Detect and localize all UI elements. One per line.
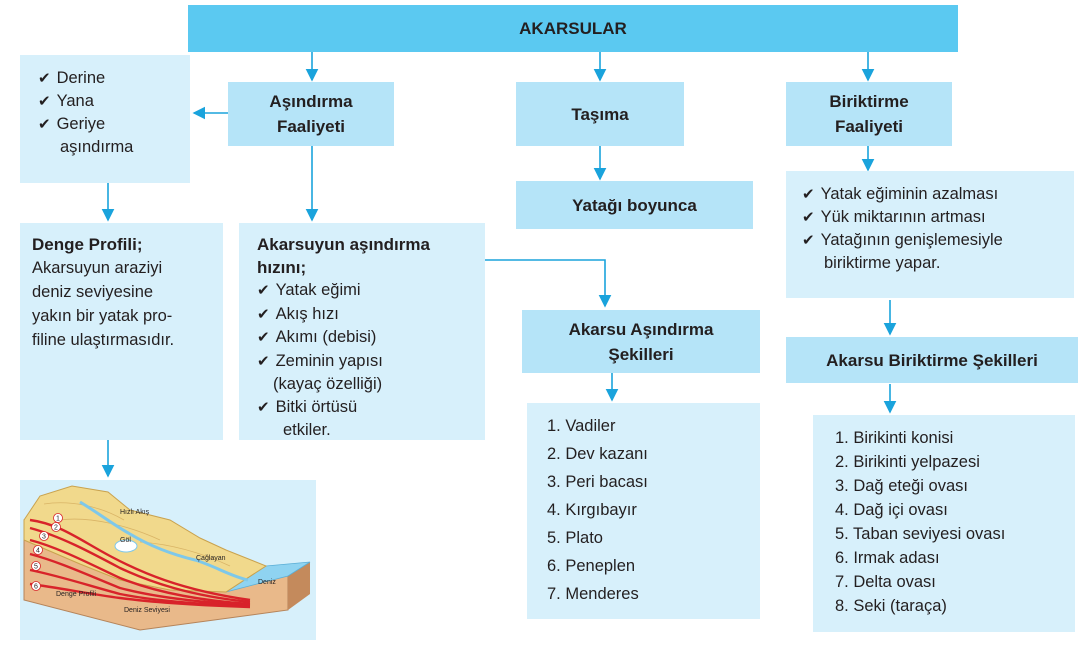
denge-line: yakın bir yatak pro- [32,307,173,325]
label-gol: Göl [120,537,131,544]
factor-item: ✔ Akış hızı [257,303,485,327]
denge-line: filine ulaştırmasıdır. [32,331,175,349]
list-item: 7. Delta ovası [835,573,936,591]
biriktirme-sekilleri-list [813,415,1075,632]
condition-item: ✔ Yük miktarının artması [802,206,1074,229]
list-item: 2. Birikinti yelpazesi [835,453,980,471]
label-deniz: Deniz [258,579,276,586]
list-item: 6. Peneplen [547,557,636,575]
biriktirme-sekilleri-box: Akarsu Biriktirme Şekilleri [786,337,1078,383]
label-deniz-seviyesi: Deniz Seviyesi [124,607,170,614]
list-item: 6. Irmak adası [835,549,940,567]
list-item: 3. Peri bacası [547,473,648,491]
denge-line: Akarsuyun araziyi [32,259,163,277]
hiz-title-2: hızını; [257,258,307,277]
condition-item: ✔ Yatak eğiminin azalması [802,183,1074,206]
factor-item: ✔ Zeminin yapısı [257,350,485,374]
list-item: 8. Seki (taraça) [835,597,947,615]
list-item: 5. Taban seviyesi ovası [835,525,1006,543]
label-hizli-akis: Hızlı Akış [120,509,150,516]
factor-item: ✔ Yatak eğimi [257,279,485,303]
factor-cont: (kayaç özelliği) [273,375,383,393]
arrow-to-asindirma-sekilleri [485,260,605,306]
deposition-conditions-box [786,171,1074,298]
denge-profili-box [20,223,223,440]
asindirma-sekilleri-box: Akarsu Aşındırma Şekilleri [522,310,760,373]
yatagi-boyunca-box: Yatağı boyunca [516,181,753,229]
tasima-box: Taşıma [516,82,684,146]
direction-item: ✔ Yana [38,90,190,113]
list-item: 1. Vadiler [547,417,616,435]
factor-item: ✔ Bitki örtüsü [257,396,485,420]
profile-number: 2 [54,524,58,532]
profile-number: 5 [34,563,38,571]
factor-item: ✔ Akımı (debisi) [257,326,485,350]
hiz-title: Akarsuyun aşındırma [257,235,430,254]
list-item: 4. Dağ içi ovası [835,501,948,519]
landscape-block-diagram [20,480,316,640]
profile-number: 3 [42,533,46,541]
list-item: 3. Dağ eteği ovası [835,477,968,495]
list-item: 7. Menderes [547,585,639,603]
biriktirme-faaliyeti-box: Biriktirme Faaliyeti [786,82,952,146]
label-caglayan: Çağlayan [196,555,226,562]
asindirma-sekilleri-list [527,403,760,619]
erosion-directions-box [20,55,190,183]
direction-item: ✔ Derine [38,67,190,90]
asindirma-faaliyeti-box: Aşındırma Faaliyeti [228,82,394,146]
main-title: AKARSULAR [188,5,958,52]
denge-line: deniz seviyesine [32,283,154,301]
profile-number: 6 [34,583,38,591]
factor-cont: etkiler. [283,421,331,439]
denge-profili-illustration [20,480,316,640]
label-denge-profili: Denge Profili [56,591,97,598]
list-item: 5. Plato [547,529,603,547]
list-item: 1. Birikinti konisi [835,429,954,447]
profile-number: 1 [56,515,60,523]
direction-item: ✔ Geriye [38,113,190,136]
condition-cont: biriktirme yapar. [824,254,941,272]
profile-number: 4 [36,547,40,555]
list-item: 2. Dev kazanı [547,445,648,463]
denge-title: Denge Profili; [32,235,143,254]
erosion-speed-box [239,223,485,440]
condition-item: ✔ Yatağının genişlemesiyle [802,229,1074,252]
list-item: 4. Kırgıbayır [547,501,637,519]
direction-cont: aşındırma [60,138,134,156]
